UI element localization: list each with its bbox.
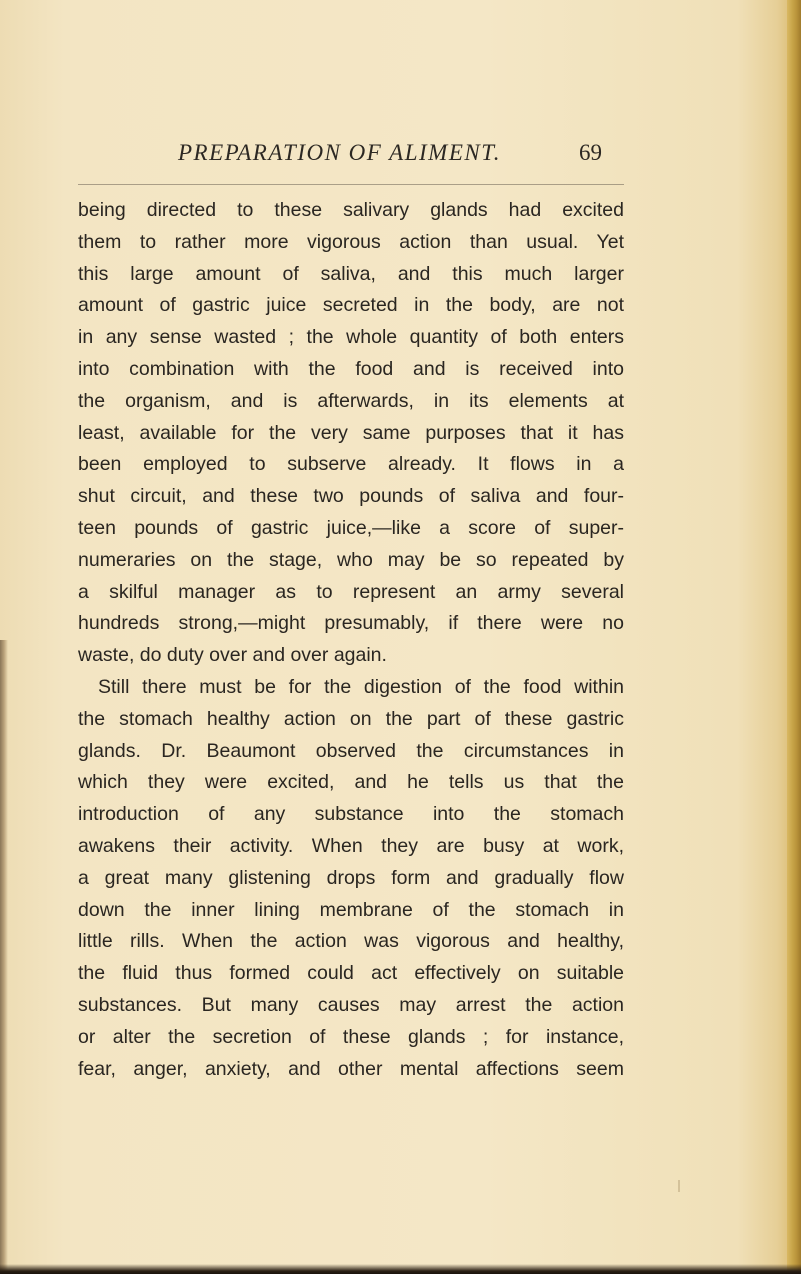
text-line: the stomach healthy action on the part of these gastric (78, 707, 624, 730)
text-line: this large amount of saliva, and this much larger (78, 262, 624, 285)
page-number: 69 (579, 140, 602, 165)
text-line: awakens their activity. When they are busy at work, (78, 834, 624, 857)
text-line: teen pounds of gastric juice,—like a score of super- (78, 516, 624, 539)
text-line: a great many glistening drops form and gradually flow (78, 866, 624, 889)
text-line: a skilful manager as to represent an army several (78, 580, 624, 603)
text-line: substances. But many causes may arrest the action (78, 993, 624, 1016)
text-line: amount of gastric juice secreted in the body, are not (78, 294, 624, 317)
text-line: been employed to subserve already. It flows in a (78, 453, 624, 476)
text-line: them to rather more vigorous action than usual. Yet (78, 230, 624, 253)
running-head: PREPARATION OF ALIMENT. (178, 140, 502, 165)
text-line: being directed to these salivary glands had excited (78, 199, 624, 221)
text-line: glands. Dr. Beaumont observed the circumstances in (78, 739, 624, 762)
paper-speck (678, 1180, 680, 1192)
text-line: which they were excited, and he tells us that the (78, 771, 624, 794)
text-line: introduction of any substance into the stomach (78, 803, 624, 826)
text-line: hundreds strong,—might presumably, if there were no (78, 612, 624, 635)
text-line: down the inner lining membrane of the stomach in (78, 898, 624, 921)
text-line: the fluid thus formed could act effectively on suitable (78, 962, 624, 985)
text-line: Still there must be for the digestion of the food within (98, 675, 624, 698)
text-line: waste, do duty over and over again. (78, 644, 387, 667)
text-line: shut circuit, and these two pounds of saliva and four- (78, 485, 624, 508)
page-bottom-shadow (0, 1264, 801, 1274)
text-line: numeraries on the stage, who may be so repeated by (78, 548, 624, 571)
page-header (178, 140, 602, 174)
text-line: little rills. When the action was vigorous and healthy, (78, 930, 624, 953)
page-edge-left (0, 640, 8, 1274)
text-line: in any sense wasted ; the whole quantity of both enters (78, 326, 624, 349)
body-text (78, 195, 624, 1085)
text-line: into combination with the food and is received into (78, 357, 624, 380)
text-line: fear, anger, anxiety, and other mental affections seem (78, 1057, 624, 1080)
header-rule (78, 184, 624, 185)
text-line: or alter the secretion of these glands ; for instance, (78, 1025, 624, 1048)
page-edge-right (787, 0, 801, 1274)
text-line: least, available for the very same purposes that it has (78, 421, 624, 444)
text-line: the organism, and is afterwards, in its elements at (78, 389, 624, 412)
